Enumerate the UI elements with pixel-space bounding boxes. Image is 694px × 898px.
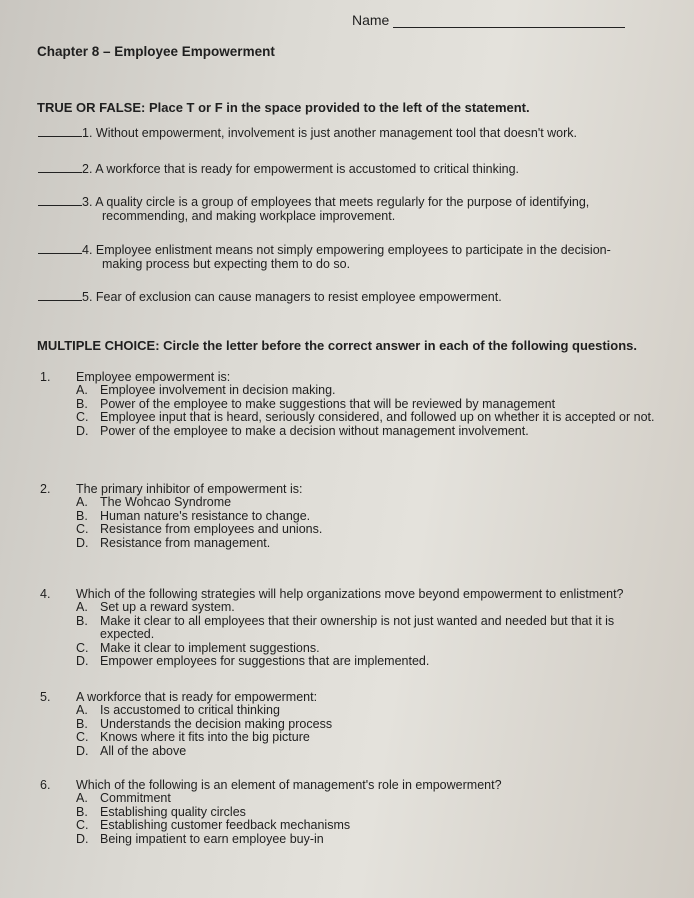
mc-question-5	[40, 690, 670, 758]
question-number: 6.	[40, 778, 51, 792]
option-letter: D.	[76, 423, 89, 438]
option-letter: D.	[76, 743, 89, 758]
tf-item-5	[38, 290, 658, 304]
option-letter: C.	[76, 640, 89, 655]
tf-statement: A workforce that is ready for empowerment is accustomed to critical thinking.	[95, 162, 520, 176]
option-a	[76, 704, 670, 718]
answer-blank	[38, 205, 82, 206]
option-b	[76, 510, 670, 524]
tf-statement: Without empowerment, involvement is just another management tool that doesn't work.	[95, 126, 578, 140]
tf-number: 5.	[82, 290, 93, 304]
option-text: Power of the employee to make a decision without management involvement.	[100, 423, 529, 438]
tf-statement: Fear of exclusion can cause managers to resist employee empowerment.	[95, 290, 502, 304]
option-letter: B.	[76, 716, 88, 731]
tf-item-1	[38, 126, 658, 140]
option-text: Is accustomed to critical thinking	[100, 703, 280, 717]
option-text: Resistance from management.	[100, 535, 271, 550]
option-a	[76, 384, 670, 398]
option-d	[76, 537, 670, 551]
option-letter: B.	[76, 613, 88, 628]
option-text: Make it clear to implement suggestions.	[100, 640, 320, 655]
tf-number: 2.	[82, 162, 93, 176]
option-letter: D.	[76, 535, 89, 550]
option-letter: B.	[76, 508, 88, 523]
option-text: Commitment	[100, 791, 171, 805]
tf-number: 3.	[82, 195, 93, 209]
answer-blank	[38, 136, 82, 137]
name-field-row	[352, 12, 625, 28]
option-text: All of the above	[100, 743, 187, 758]
tf-item-4	[38, 243, 658, 271]
multiple-choice-instruction: MULTIPLE CHOICE: Circle the letter before the correct answer in each of the following questions.	[37, 338, 638, 353]
tf-number: 1.	[82, 126, 93, 140]
option-b	[76, 398, 670, 412]
option-d	[76, 745, 670, 759]
question-number: 4.	[40, 587, 51, 601]
tf-statement: Employee enlistment means not simply empowering employees to participate in the decision-	[95, 243, 611, 257]
option-c	[76, 642, 670, 656]
question-stem: A workforce that is ready for empowerment:	[76, 690, 318, 704]
question-number: 1.	[40, 370, 51, 384]
option-letter: B.	[76, 396, 88, 411]
question-stem: Which of the following is an element of management's role in empowerment?	[76, 778, 502, 792]
tf-statement: A quality circle is a group of employees that meets regularly for the purpose of identifying,	[95, 195, 590, 209]
option-letter: A.	[76, 495, 88, 509]
option-letter: A.	[76, 791, 88, 805]
option-b	[76, 806, 670, 820]
option-text: Make it clear to all employees that their ownership is not just wanted and needed but that it is expected.	[100, 613, 615, 641]
option-a	[76, 601, 670, 615]
option-letter: A.	[76, 703, 88, 717]
tf-statement-cont: making process but expecting them to do so.	[102, 257, 351, 271]
option-letter: C.	[76, 730, 89, 744]
answer-blank	[38, 253, 82, 254]
option-letter: B.	[76, 804, 88, 819]
tf-statement-cont: recommending, and making workplace improvement.	[102, 209, 396, 223]
tf-item-2	[38, 162, 658, 176]
question-stem: Employee empowerment is:	[76, 370, 231, 384]
option-text: Empower employees for suggestions that are implemented.	[100, 654, 430, 668]
mc-question-6	[40, 778, 670, 846]
option-b	[76, 718, 670, 732]
option-letter: A.	[76, 383, 88, 397]
option-text: Establishing quality circles	[100, 804, 246, 819]
mc-question-2	[40, 482, 670, 550]
option-letter: D.	[76, 831, 89, 846]
option-letter: C.	[76, 522, 89, 536]
question-number: 2.	[40, 482, 51, 496]
option-text: Employee involvement in decision making.	[100, 383, 336, 397]
option-text: Employee input that is heard, seriously considered, and followed up on whether it is accepted or not.	[100, 410, 655, 424]
option-text: Resistance from employees and unions.	[100, 522, 323, 536]
chapter-title: Chapter 8 – Employee Empowerment	[37, 44, 275, 59]
option-text: Power of the employee to make suggestions that will be reviewed by management	[100, 396, 556, 411]
answer-blank	[38, 300, 82, 301]
option-c	[76, 411, 670, 425]
option-letter: D.	[76, 654, 89, 668]
tf-item-3	[38, 195, 658, 223]
option-c	[76, 523, 670, 537]
true-false-instruction: TRUE OR FALSE: Place T or F in the space provided to the left of the statement.	[37, 100, 530, 115]
option-letter: A.	[76, 600, 88, 614]
option-text: Understands the decision making process	[100, 716, 333, 731]
option-c	[76, 819, 670, 833]
option-text: Human nature's resistance to change.	[100, 508, 311, 523]
answer-blank	[38, 172, 82, 173]
option-d	[76, 833, 670, 847]
question-number: 5.	[40, 690, 51, 704]
name-blank-line	[393, 13, 625, 28]
mc-question-1	[40, 370, 670, 438]
tf-number: 4.	[82, 243, 93, 257]
option-letter: C.	[76, 410, 89, 424]
option-text: Establishing customer feedback mechanisms	[100, 818, 351, 832]
option-a	[76, 792, 670, 806]
option-c	[76, 731, 670, 745]
option-letter: C.	[76, 818, 89, 832]
option-b	[76, 615, 670, 642]
question-stem: Which of the following strategies will help organizations move beyond empowerment to enlistment?	[76, 587, 624, 601]
mc-question-4	[40, 587, 670, 669]
option-a	[76, 496, 670, 510]
option-d	[76, 425, 670, 439]
name-label: Name	[352, 12, 390, 28]
option-text: Being impatient to earn employee buy-in	[100, 831, 324, 846]
option-text: The Wohcao Syndrome	[100, 495, 232, 509]
option-d	[76, 655, 670, 669]
question-stem: The primary inhibitor of empowerment is:	[76, 482, 303, 496]
option-text: Set up a reward system.	[100, 600, 235, 614]
option-text: Knows where it fits into the big picture	[100, 730, 310, 744]
